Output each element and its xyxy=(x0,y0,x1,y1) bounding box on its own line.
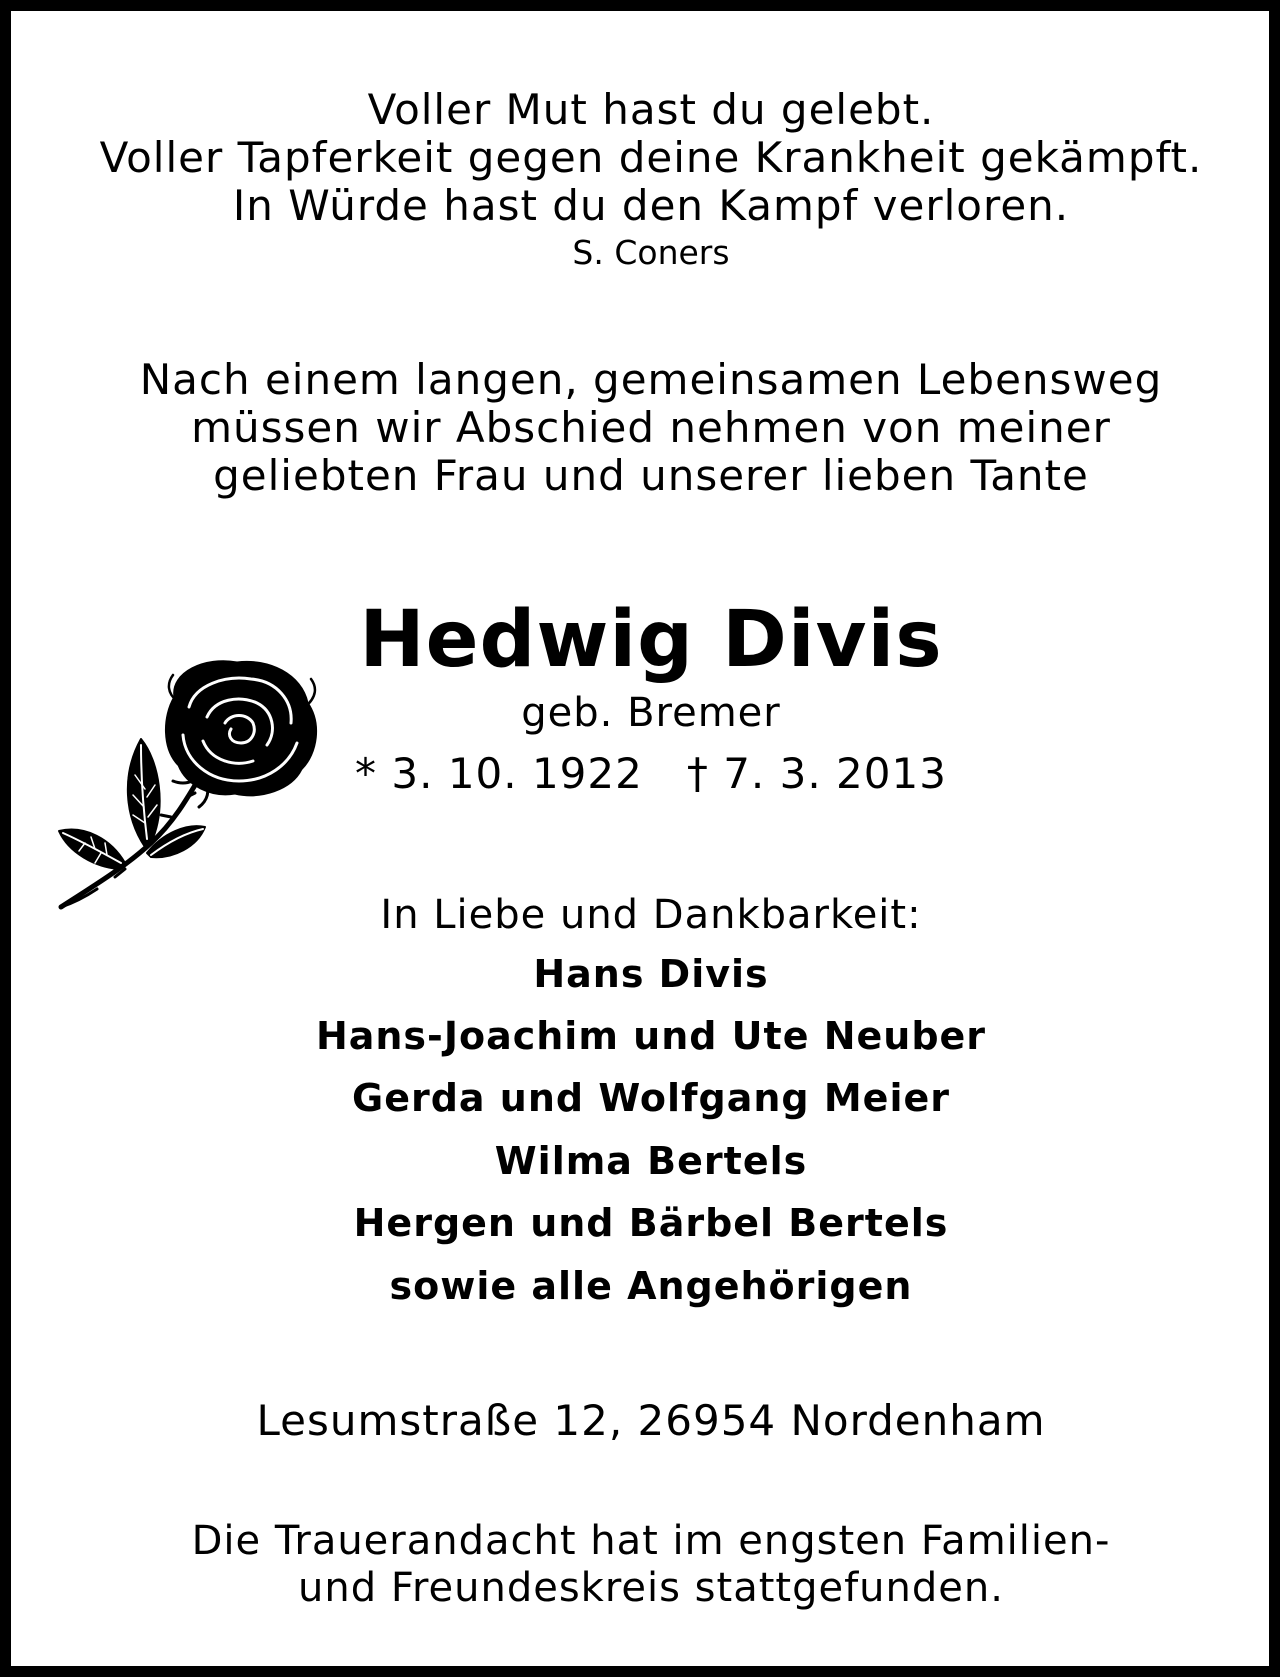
service-note-line: und Freundeskreis stattgefunden. xyxy=(298,1565,1004,1611)
mourner-name: Wilma Bertels xyxy=(494,1139,808,1183)
intro-line: müssen wir Abschied nehmen von meiner xyxy=(191,403,1111,452)
mourner-name: Hans-Joachim und Ute Neuber xyxy=(315,1014,987,1058)
mourner-name: Hans Divis xyxy=(533,952,769,996)
birth-name: geb. Bremer xyxy=(521,690,781,736)
intro-line: Nach einem langen, gemeinsamen Lebensweg xyxy=(139,355,1163,404)
mourner-name: sowie alle Angehörigen xyxy=(389,1264,913,1308)
mourner-name: Hergen und Bärbel Bertels xyxy=(353,1201,949,1245)
mourner-name: Gerda und Wolfgang Meier xyxy=(352,1076,950,1120)
birth-date: * 3. 10. 1922 xyxy=(355,749,643,798)
intro-line: geliebten Frau und unserer lieben Tante xyxy=(213,451,1089,500)
deceased-name: Hedwig Divis xyxy=(359,595,943,685)
poem-line: Voller Tapferkeit gegen deine Krankheit gekämpft. xyxy=(99,133,1203,182)
death-date: † 7. 3. 2013 xyxy=(686,749,947,798)
address: Lesumstraße 12, 26954 Nordenham xyxy=(256,1396,1046,1445)
poem-line: Voller Mut hast du gelebt. xyxy=(367,85,935,134)
poem-line: In Würde hast du den Kampf verloren. xyxy=(232,181,1070,230)
poem-author: S. Coners xyxy=(572,233,730,272)
mourners-heading: In Liebe und Dankbarkeit: xyxy=(380,892,922,938)
service-note-line: Die Trauerandacht hat im engsten Familien- xyxy=(191,1518,1111,1564)
rose-icon xyxy=(55,657,325,919)
